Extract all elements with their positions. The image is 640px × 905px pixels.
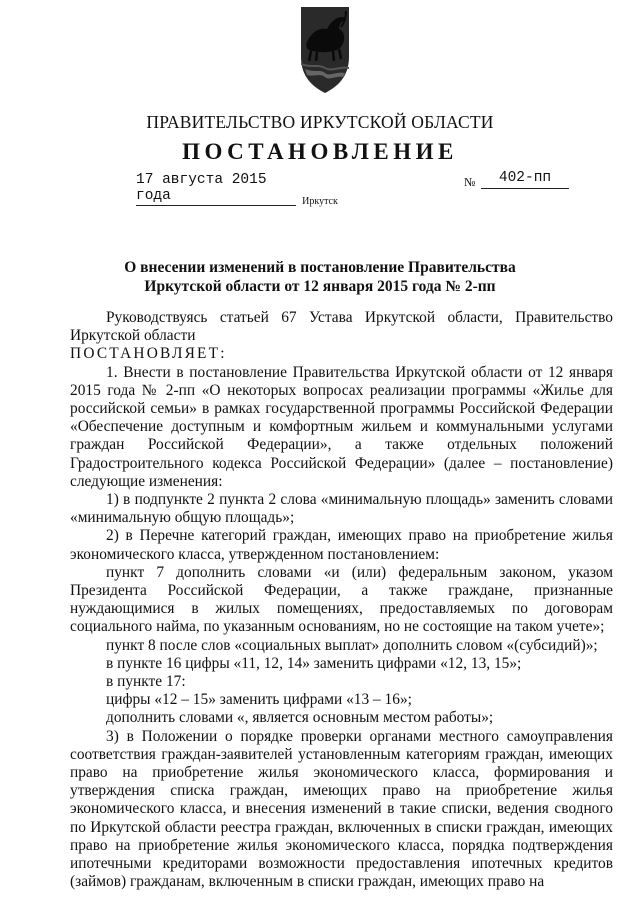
document-title-line: Иркутской области от 12 января 2015 года № 2-пп [144, 278, 496, 295]
body-paragraph: цифры «12 – 15» заменить цифрами «13 – 16»; [106, 691, 412, 709]
resolution-verb: ПОСТАНОВЛЯЕТ: [70, 345, 227, 363]
body-paragraph: 2) в Перечне категорий граждан, имеющих право на приобретение жилья экономического класса, утвержденном постановлением: [70, 527, 613, 563]
number-label: № [464, 175, 476, 189]
body-paragraph: в пункте 16 цифры «11, 12, 14» заменить цифрами «12, 13, 15»; [106, 654, 522, 672]
body-paragraph: в пункте 17: [106, 673, 186, 691]
document-title-line: О внесении изменений в постановление Правительства [124, 259, 516, 276]
irkutsk-coat-of-arms-emblem [297, 5, 353, 95]
body-paragraph: 1) в подпункте 2 пункта 2 слова «минимальную площадь» заменить словами «минимальную общую площадь»; [70, 491, 613, 527]
document-body [70, 309, 613, 892]
document-type-heading: ПОСТАНОВЛЕНИЕ [182, 139, 458, 164]
body-paragraph: 1. Внести в постановление Правительства Иркутской области от 12 января 2015 года № 2-пп «О некоторых вопросах реализации программы «Жилье для российской семьи» в рамках государственной программы Российской Федерации «Обеспечение доступным и комфортным жильем и коммунальными услугами граждан Российской Федерации», а также отдельных положений Градостроительного кодекса Российской Федерации» (далее – постановление) следующие изменения: [70, 363, 613, 490]
body-paragraph: пункт 7 дополнить словами «и (или) федеральным законом, указом Президента Российской Федерации, а также граждане, признанные нуждающимися в жилых помещениях, предоставляемых по договорам социального найма, по указанным основаниям, но не состоящие на таком учете»; [70, 563, 613, 636]
body-paragraph: дополнить словами «, является основным местом работы»; [106, 709, 494, 727]
government-name: ПРАВИТЕЛЬСТВО ИРКУТСКОЙ ОБЛАСТИ [146, 112, 494, 132]
document-title [0, 258, 640, 296]
document-number: 402-пп [481, 170, 569, 189]
body-paragraph: 3) в Положении о порядке проверки органами местного самоуправления соответствия граждан-заявителей установленным категориям граждан, имеющих право на приобретение жилья экономического класса, формирования и утверждения списка граждан, имеющих право на приобретение жилья экономического класса, и внесения изменений в такие списки, ведения сводного по Иркутской области реестра граждан, включенных в списки граждан, имеющих право на приобретение жилья экономического класса, порядка подтверждения ипотечными кредиторами возможности предоставления ипотечных кредитов (займов) гражданам, включенным в списки граждан, имеющих право на [70, 727, 613, 891]
body-paragraph: Руководствуясь статьей 67 Устава Иркутской области, Правительство Иркутской области [70, 309, 613, 345]
document-date: 17 августа 2015 года [136, 172, 296, 206]
city-name: Иркутск [302, 196, 338, 207]
body-paragraph: пункт 8 после слов «социальных выплат» дополнить словом «(субсидий)»; [106, 636, 598, 654]
